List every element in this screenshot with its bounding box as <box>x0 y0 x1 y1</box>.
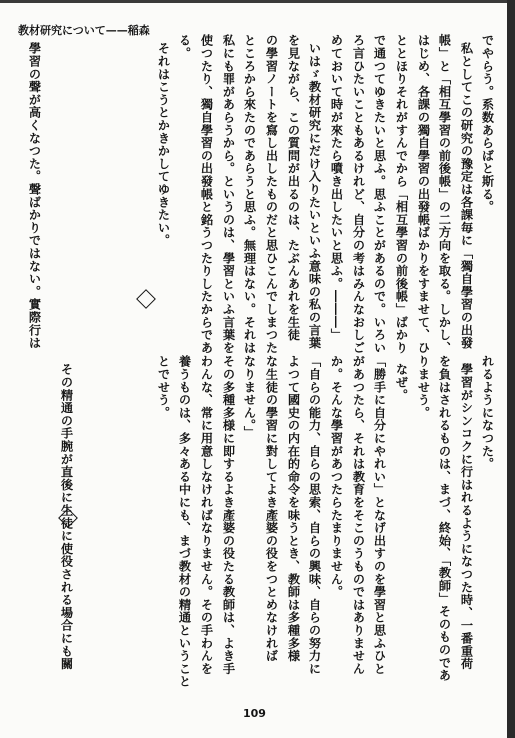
text-line: を負はされるものは、まづ、終始、「教師」そのものであ <box>437 355 452 682</box>
scan-right-edge <box>507 0 515 738</box>
text-line: 使つたり、獨自學習の出發帳と銘うつたりしたからであ <box>199 34 214 354</box>
text-line: めておいて時が來たら噴き出したいと思ふ。―――」 <box>329 34 344 342</box>
text-line: とでせう。 <box>156 355 171 419</box>
text-line: か。そんな學習があつたらたまりません。 <box>329 355 344 599</box>
text-line: 養うものは、多々ある中にも、まづ教材の精通ということ <box>177 355 192 688</box>
text-line: 私としてこの研究の豫定は各課毎に「獨自學習の出發 <box>459 42 474 350</box>
text-line: はじめ、各課の獨自學習の出發帳ばかりをすませて、ひ <box>416 34 431 354</box>
text-line: 私にも罪があらうから。というのは、學習といふ言葉を <box>221 34 236 354</box>
text-line: その精通の手腕が直後に生徒に使役される場合にも關 <box>59 363 74 671</box>
text-line: ところから來たのであらうと思ふ。無理はない。それは <box>242 34 257 354</box>
text-line: いはゞ教材研究にだけ入りたいといふ意味の私の言葉 <box>307 42 322 350</box>
text-line: わんな、常に用意しなければなりません。その手わんを <box>199 355 214 675</box>
text-line: その多種多様に即するよき產婆の役たる教師は、よき手 <box>221 355 236 675</box>
scan-top-edge <box>0 0 515 3</box>
text-line: があつたら、それは教育をそこのうものではありません <box>351 355 366 675</box>
text-line: 「自らの能力、自らの思索、自らの興味、自らの努力に <box>307 355 322 675</box>
text-line: 學習がシンコクに行はれるようになつた時、一番重荷 <box>459 363 474 671</box>
header-title: 教材研究について——稲森 <box>18 24 150 37</box>
text-line: 學習の聲が高くなつた。聲ばかりではない。實際行は <box>27 42 42 350</box>
text-line: りませう。 <box>416 355 431 419</box>
text-line: それはこうとかきかしてゆきたい。 <box>156 42 171 247</box>
text-line: で通つてゆきたいと思ふ。思ふことがあるので。いろい <box>372 34 387 354</box>
section-divider-diamond-top <box>136 289 156 309</box>
text-line: ろ言ひたいこともあるけれど、自分の考はみんなおしご <box>351 34 366 354</box>
text-line: よつて國史の内在的命令を味うとき、教師は多種多様 <box>286 355 301 663</box>
text-line: 帳」と「相互學習の前後帳」の二方向を取る。しかし、 <box>437 34 452 354</box>
text-line: を見ながら、この質問が出るのは、たぶんあれを生徒 <box>286 34 301 342</box>
page-number: 109 <box>243 707 266 720</box>
text-line: の學習ノートを寫し出したものだと思ひこんでしまつた <box>264 34 279 354</box>
text-line: な生徒の學習に對してよき產婆の役をつとめなければ <box>264 355 279 663</box>
text-line: 「勝手に自分にやれい」となげ出すのを學習と思ふひと <box>372 355 387 675</box>
text-line: でやらう。系数あらばと斯る。 <box>480 34 495 214</box>
text-line: る。 <box>177 34 192 60</box>
text-line: なぜ。 <box>394 363 409 402</box>
text-line: ととほりそれがすんでから「相互學習の前後帳」ばかり <box>394 34 409 354</box>
text-line: れるようになつた。 <box>480 355 495 471</box>
text-line: なりません。」 <box>242 355 257 439</box>
running-header <box>18 4 150 37</box>
